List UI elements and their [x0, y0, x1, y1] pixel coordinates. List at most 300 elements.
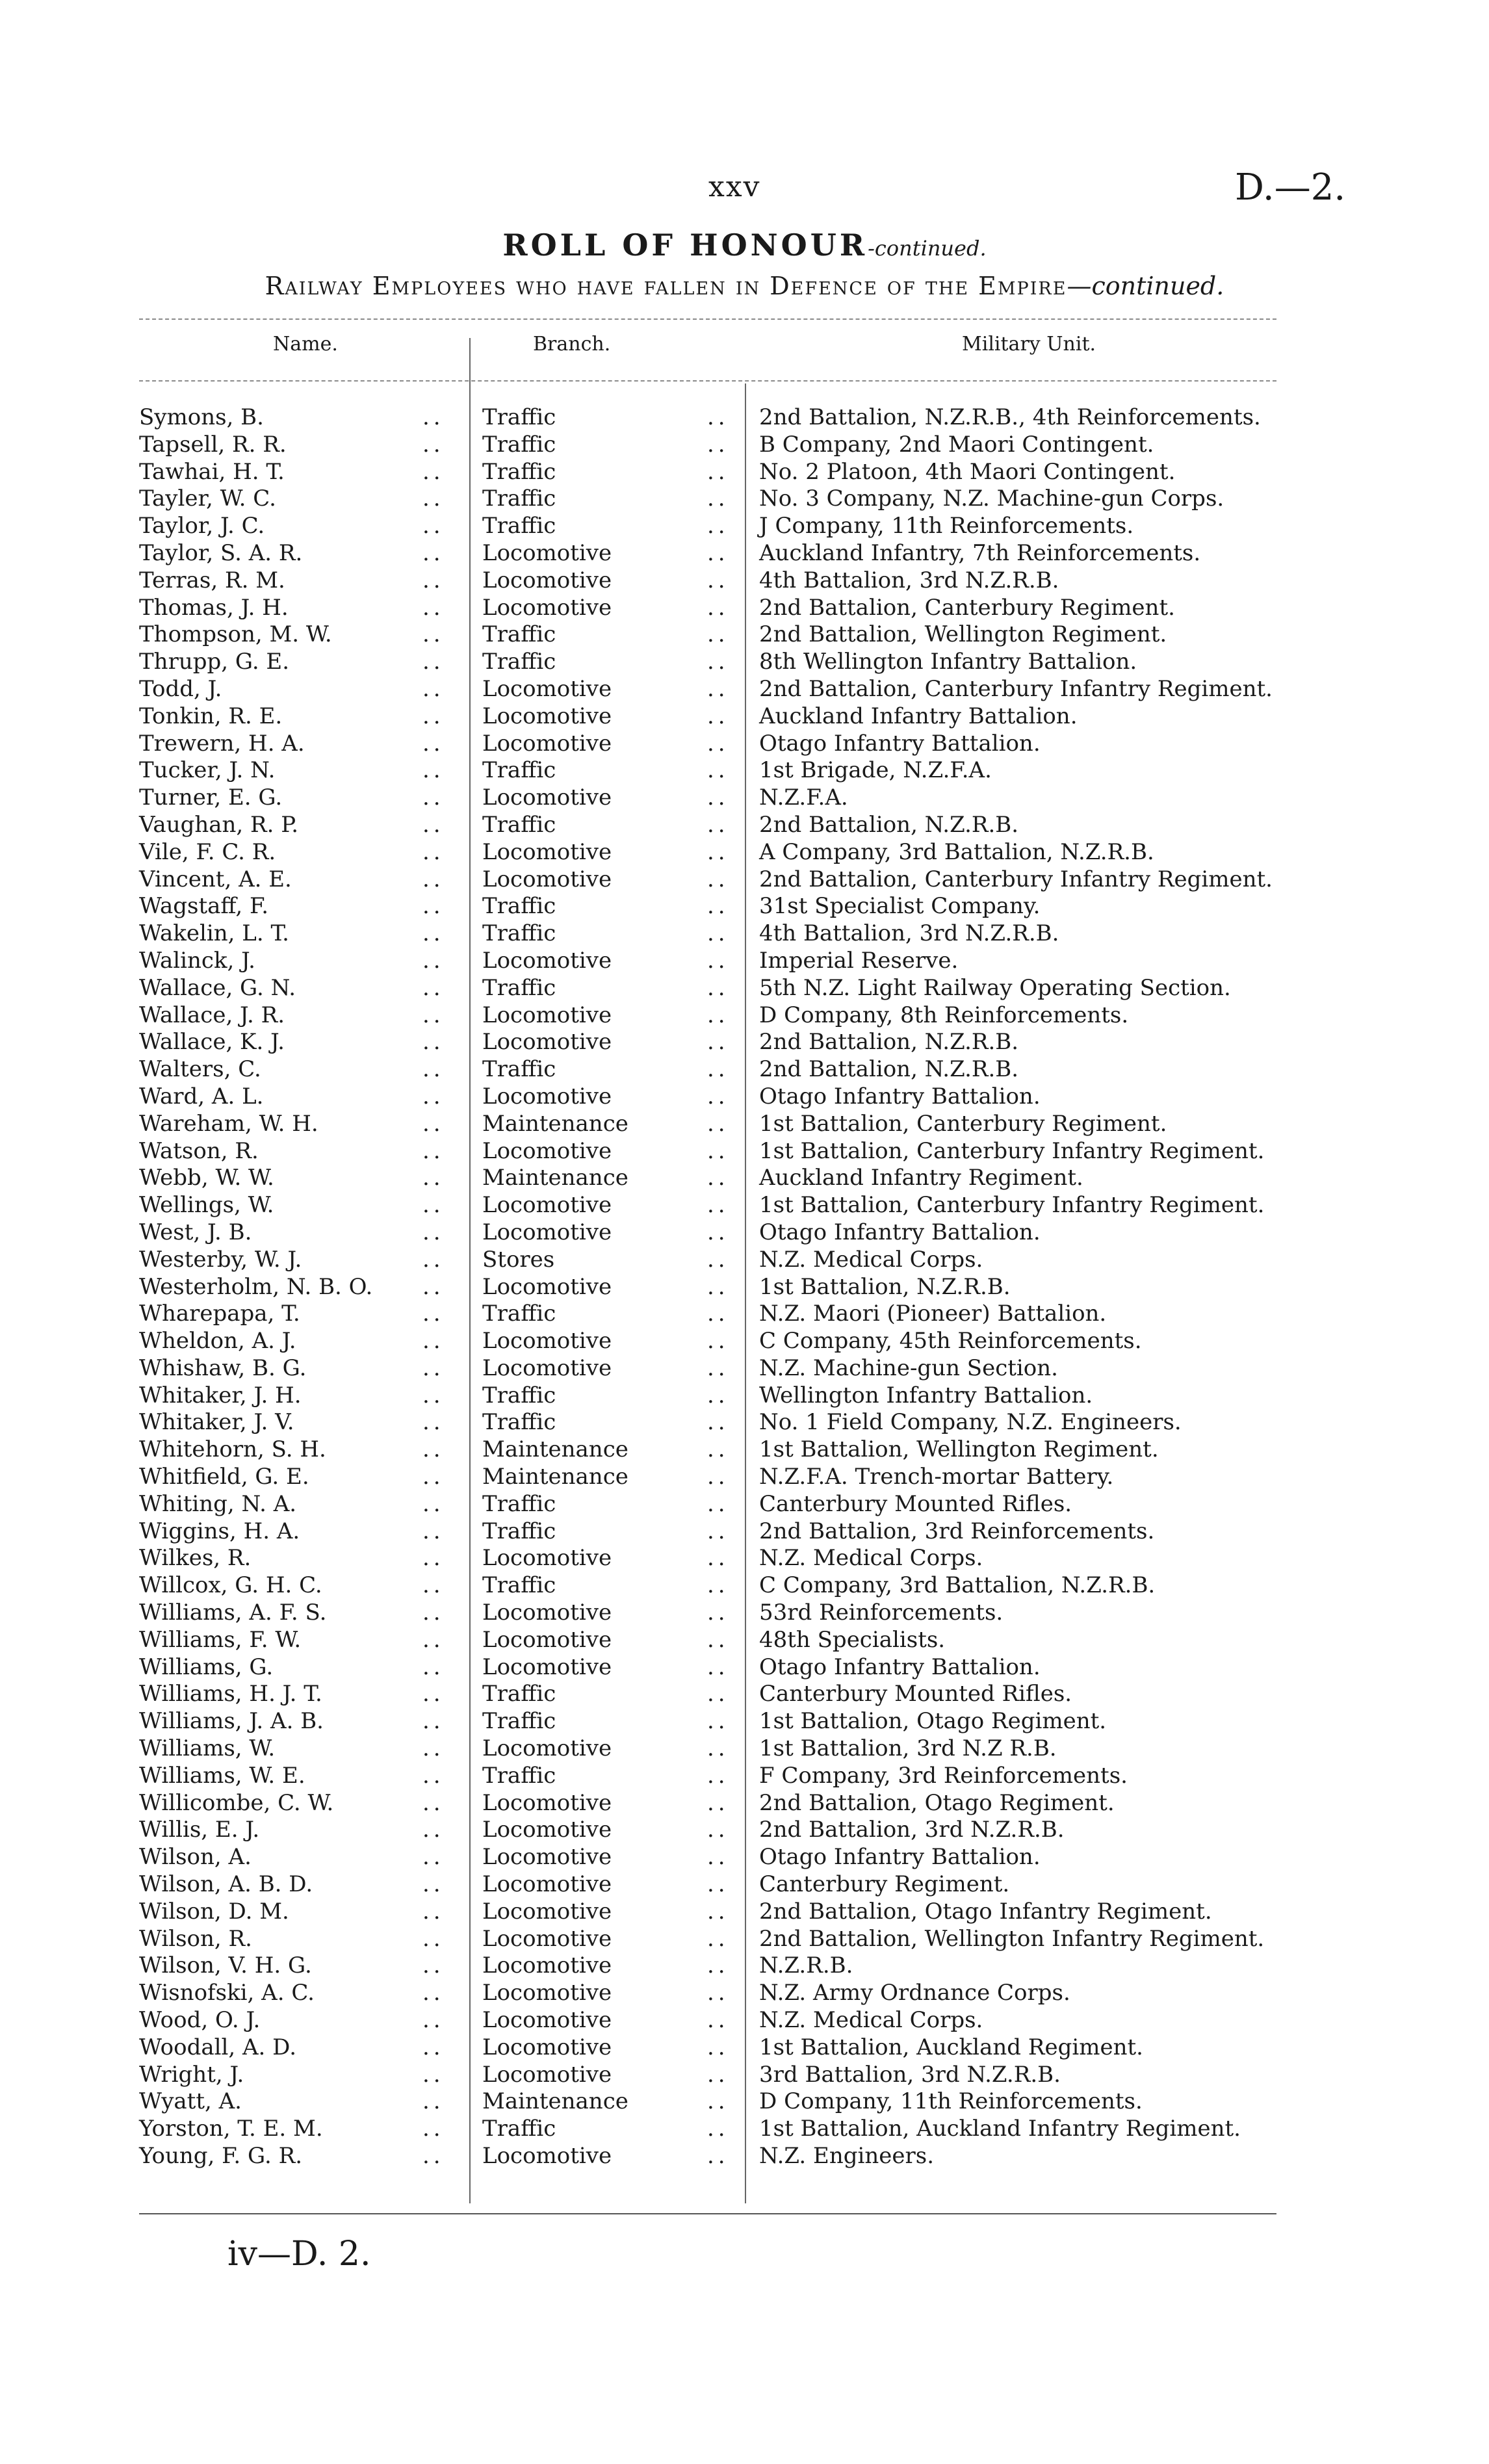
table-row — [0, 1627, 1489, 1654]
subtitle-suffix: —continued. — [1067, 272, 1224, 300]
name-leader-dots: .. — [422, 1029, 445, 1056]
row-name: Tonkin, R. E. — [139, 703, 283, 729]
branch-leader-dots: .. — [707, 1735, 729, 1762]
branch-leader-dots: .. — [707, 1762, 729, 1789]
row-branch: Traffic — [482, 1382, 556, 1408]
row-unit: 1st Battalion, Wellington Regiment. — [759, 1436, 1159, 1463]
branch-leader-dots: .. — [707, 1056, 729, 1083]
table-row — [0, 1192, 1489, 1219]
row-branch: Traffic — [482, 811, 556, 838]
row-branch: Locomotive — [482, 1817, 612, 1843]
row-name: Turner, E. G. — [139, 785, 283, 811]
table-row — [0, 595, 1489, 622]
table-row — [0, 1817, 1489, 1844]
row-branch: Traffic — [482, 1301, 556, 1327]
table-row — [0, 1219, 1489, 1247]
row-name: Woodall, A. D. — [139, 2034, 297, 2060]
row-branch: Traffic — [482, 458, 556, 485]
name-leader-dots: .. — [422, 893, 445, 920]
row-unit: Canterbury Regiment. — [759, 1871, 1010, 1898]
row-name: Wallace, G. N. — [139, 974, 296, 1001]
row-unit: N.Z. Medical Corps. — [759, 1246, 983, 1273]
row-name: Thrupp, G. E. — [139, 649, 290, 675]
branch-leader-dots: .. — [707, 539, 729, 566]
row-unit: 1st Battalion, Canterbury Infantry Regiment. — [759, 1137, 1265, 1164]
row-name: Wheldon, A. J. — [139, 1328, 296, 1355]
name-leader-dots: .. — [422, 675, 445, 702]
branch-leader-dots: .. — [707, 1219, 729, 1245]
row-branch: Traffic — [482, 1572, 556, 1599]
name-leader-dots: .. — [422, 1436, 445, 1463]
row-branch: Locomotive — [482, 675, 612, 702]
header-top-rule — [139, 318, 1276, 320]
row-branch: Locomotive — [482, 785, 612, 811]
branch-leader-dots: .. — [707, 1844, 729, 1871]
branch-leader-dots: .. — [707, 1980, 729, 2006]
branch-leader-dots: .. — [707, 1409, 729, 1436]
name-leader-dots: .. — [422, 594, 445, 621]
table-row — [0, 649, 1489, 676]
row-branch: Traffic — [482, 621, 556, 648]
name-leader-dots: .. — [422, 431, 445, 458]
row-unit: Otago Infantry Battalion. — [759, 1083, 1041, 1109]
table-row — [0, 1600, 1489, 1627]
page-number: xxv — [708, 170, 761, 203]
row-unit: 1st Battalion, Otago Regiment. — [759, 1708, 1107, 1735]
table-row — [0, 920, 1489, 948]
name-leader-dots: .. — [422, 1409, 445, 1436]
branch-leader-dots: .. — [707, 1328, 729, 1355]
row-unit: 1st Brigade, N.Z.F.A. — [759, 757, 992, 784]
branch-leader-dots: .. — [707, 1572, 729, 1599]
table-row — [0, 1844, 1489, 1871]
column-header-unit: Military Unit. — [962, 333, 1096, 356]
row-unit: Imperial Reserve. — [759, 947, 959, 974]
row-branch: Traffic — [482, 757, 556, 784]
row-name: Williams, H. J. T. — [139, 1681, 322, 1707]
row-name: Willis, E. J. — [139, 1817, 260, 1843]
row-unit: Otago Infantry Battalion. — [759, 730, 1041, 757]
row-unit: B Company, 2nd Maori Contingent. — [759, 431, 1154, 458]
name-leader-dots: .. — [422, 2116, 445, 2142]
row-name: Wilson, V. H. G. — [139, 1952, 312, 1979]
table-row — [0, 432, 1489, 459]
name-leader-dots: .. — [422, 567, 445, 593]
name-leader-dots: .. — [422, 1056, 445, 1083]
row-name: Williams, W. — [139, 1735, 276, 1762]
name-leader-dots: .. — [422, 1600, 445, 1626]
branch-leader-dots: .. — [707, 649, 729, 675]
row-unit: 2nd Battalion, Canterbury Infantry Regiment. — [759, 675, 1273, 702]
name-leader-dots: .. — [422, 1002, 445, 1028]
row-branch: Locomotive — [482, 1952, 612, 1979]
row-unit: Wellington Infantry Battalion. — [759, 1382, 1093, 1408]
branch-leader-dots: .. — [707, 458, 729, 485]
name-leader-dots: .. — [422, 1572, 445, 1599]
table-row — [0, 1871, 1489, 1899]
row-unit: Otago Infantry Battalion. — [759, 1219, 1041, 1245]
name-leader-dots: .. — [422, 1653, 445, 1680]
table-row — [0, 975, 1489, 1002]
row-branch: Traffic — [482, 2116, 556, 2142]
branch-leader-dots: .. — [707, 404, 729, 430]
row-branch: Locomotive — [482, 1653, 612, 1680]
row-unit: No. 2 Platoon, 4th Maori Contingent. — [759, 458, 1176, 485]
branch-leader-dots: .. — [707, 974, 729, 1001]
table-row — [0, 1002, 1489, 1030]
name-leader-dots: .. — [422, 1301, 445, 1327]
name-leader-dots: .. — [422, 866, 445, 892]
row-name: Westerby, W. J. — [139, 1246, 302, 1273]
row-unit: 1st Battalion, Auckland Regiment. — [759, 2034, 1143, 2060]
table-row — [0, 812, 1489, 839]
table-row — [0, 1980, 1489, 2007]
branch-leader-dots: .. — [707, 1789, 729, 1816]
row-unit: 2nd Battalion, N.Z.R.B., 4th Reinforcements. — [759, 404, 1261, 430]
row-branch: Locomotive — [482, 1029, 612, 1056]
branch-leader-dots: .. — [707, 1490, 729, 1517]
row-name: Whitaker, J. V. — [139, 1409, 294, 1436]
name-leader-dots: .. — [422, 785, 445, 811]
branch-leader-dots: .. — [707, 2007, 729, 2034]
row-branch: Locomotive — [482, 1925, 612, 1952]
row-branch: Locomotive — [482, 1844, 612, 1871]
row-branch: Maintenance — [482, 2088, 628, 2115]
branch-leader-dots: .. — [707, 1681, 729, 1707]
name-leader-dots: .. — [422, 1817, 445, 1843]
table-row — [0, 1708, 1489, 1735]
row-unit: Otago Infantry Battalion. — [759, 1844, 1041, 1871]
table-row — [0, 839, 1489, 866]
row-unit: N.Z. Engineers. — [759, 2143, 935, 2169]
name-leader-dots: .. — [422, 1464, 445, 1490]
row-name: Tucker, J. N. — [139, 757, 276, 784]
row-name: Whiting, N. A. — [139, 1490, 297, 1517]
name-leader-dots: .. — [422, 1328, 445, 1355]
row-name: Tapsell, R. R. — [139, 431, 287, 458]
branch-leader-dots: .. — [707, 1137, 729, 1164]
branch-leader-dots: .. — [707, 513, 729, 539]
branch-leader-dots: .. — [707, 675, 729, 702]
row-name: Whitaker, J. H. — [139, 1382, 302, 1408]
table-row — [0, 1518, 1489, 1546]
branch-leader-dots: .. — [707, 1871, 729, 1898]
row-unit: Canterbury Mounted Rifles. — [759, 1490, 1072, 1517]
table-row — [0, 621, 1489, 649]
row-unit: 4th Battalion, 3rd N.Z.R.B. — [759, 920, 1059, 947]
row-branch: Locomotive — [482, 1980, 612, 2006]
row-unit: 5th N.Z. Light Railway Operating Section. — [759, 974, 1231, 1001]
row-unit: N.Z. Medical Corps. — [759, 1545, 983, 1572]
name-leader-dots: .. — [422, 2061, 445, 2088]
row-name: Williams, W. E. — [139, 1762, 305, 1789]
table-row — [0, 1952, 1489, 1980]
row-unit: 8th Wellington Infantry Battalion. — [759, 649, 1137, 675]
row-unit: F Company, 3rd Reinforcements. — [759, 1762, 1128, 1789]
row-unit: 2nd Battalion, Canterbury Regiment. — [759, 594, 1175, 621]
branch-leader-dots: .. — [707, 920, 729, 947]
row-branch: Traffic — [482, 404, 556, 430]
row-name: Wagstaff, F. — [139, 893, 269, 920]
row-branch: Locomotive — [482, 1789, 612, 1816]
name-leader-dots: .. — [422, 1898, 445, 1925]
row-unit: C Company, 3rd Battalion, N.Z.R.B. — [759, 1572, 1156, 1599]
name-leader-dots: .. — [422, 730, 445, 757]
name-leader-dots: .. — [422, 1925, 445, 1952]
table-row — [0, 1165, 1489, 1192]
row-unit: 2nd Battalion, Otago Regiment. — [759, 1789, 1115, 1816]
table-row — [0, 1138, 1489, 1165]
row-branch: Traffic — [482, 974, 556, 1001]
table-row — [0, 1355, 1489, 1382]
row-unit: No. 1 Field Company, N.Z. Engineers. — [759, 1409, 1182, 1436]
row-unit: N.Z. Army Ordnance Corps. — [759, 1980, 1070, 2006]
row-branch: Locomotive — [482, 567, 612, 593]
name-leader-dots: .. — [422, 1192, 445, 1219]
name-leader-dots: .. — [422, 2088, 445, 2115]
row-unit: 1st Battalion, 3rd N.Z R.B. — [759, 1735, 1057, 1762]
row-unit: 2nd Battalion, N.Z.R.B. — [759, 1029, 1019, 1056]
branch-leader-dots: .. — [707, 1355, 729, 1381]
branch-leader-dots: .. — [707, 893, 729, 920]
row-branch: Traffic — [482, 1708, 556, 1735]
row-branch: Locomotive — [482, 1871, 612, 1898]
name-leader-dots: .. — [422, 1545, 445, 1572]
name-leader-dots: .. — [422, 1980, 445, 2006]
row-branch: Maintenance — [482, 1464, 628, 1490]
row-name: Todd, J. — [139, 675, 222, 702]
row-name: Thomas, J. H. — [139, 594, 289, 621]
row-branch: Locomotive — [482, 1219, 612, 1245]
row-name: Walinck, J. — [139, 947, 255, 974]
row-name: Wharepapa, T. — [139, 1301, 300, 1327]
title-text: ROLL OF HONOUR — [502, 227, 868, 263]
branch-leader-dots: .. — [707, 838, 729, 865]
table-row — [0, 703, 1489, 731]
table-row — [0, 1681, 1489, 1708]
name-leader-dots: .. — [422, 1137, 445, 1164]
branch-leader-dots: .. — [707, 1952, 729, 1979]
name-leader-dots: .. — [422, 947, 445, 974]
row-unit: 48th Specialists. — [759, 1626, 946, 1653]
name-leader-dots: .. — [422, 1518, 445, 1544]
row-branch: Locomotive — [482, 1626, 612, 1653]
roll-table — [0, 404, 1489, 2170]
row-branch: Traffic — [482, 486, 556, 512]
branch-leader-dots: .. — [707, 1083, 729, 1109]
table-row — [0, 1056, 1489, 1083]
branch-leader-dots: .. — [707, 1653, 729, 1680]
table-row — [0, 2034, 1489, 2062]
name-leader-dots: .. — [422, 1681, 445, 1707]
branch-leader-dots: .. — [707, 947, 729, 974]
row-name: Wiggins, H. A. — [139, 1518, 300, 1544]
table-row — [0, 1926, 1489, 1953]
name-leader-dots: .. — [422, 1708, 445, 1735]
row-unit: 2nd Battalion, Wellington Regiment. — [759, 621, 1167, 648]
name-leader-dots: .. — [422, 404, 445, 430]
row-branch: Locomotive — [482, 2007, 612, 2034]
row-branch: Locomotive — [482, 703, 612, 729]
name-leader-dots: .. — [422, 1789, 445, 1816]
row-unit: 2nd Battalion, Wellington Infantry Regiment. — [759, 1925, 1265, 1952]
row-branch: Locomotive — [482, 1273, 612, 1300]
subtitle-text: Railway Employees who have fallen in Defence of the Empire — [265, 272, 1067, 300]
table-row — [0, 1899, 1489, 1926]
table-row — [0, 2143, 1489, 2170]
branch-leader-dots: .. — [707, 866, 729, 892]
row-branch: Locomotive — [482, 947, 612, 974]
name-leader-dots: .. — [422, 2034, 445, 2060]
row-unit: N.Z.F.A. — [759, 785, 848, 811]
row-branch: Locomotive — [482, 2034, 612, 2060]
row-unit: C Company, 45th Reinforcements. — [759, 1328, 1142, 1355]
row-branch: Locomotive — [482, 2143, 612, 2169]
row-name: Whitehorn, S. H. — [139, 1436, 326, 1463]
row-branch: Locomotive — [482, 2061, 612, 2088]
table-row — [0, 540, 1489, 567]
branch-leader-dots: .. — [707, 1464, 729, 1490]
row-unit: 1st Battalion, Canterbury Infantry Regiment. — [759, 1192, 1265, 1219]
branch-leader-dots: .. — [707, 594, 729, 621]
branch-leader-dots: .. — [707, 811, 729, 838]
footer-code: iv—D. 2. — [227, 2235, 371, 2274]
name-leader-dots: .. — [422, 1219, 445, 1245]
row-name: Williams, J. A. B. — [139, 1708, 324, 1735]
table-row — [0, 1790, 1489, 1817]
branch-leader-dots: .. — [707, 703, 729, 729]
name-leader-dots: .. — [422, 1626, 445, 1653]
name-leader-dots: .. — [422, 649, 445, 675]
table-row — [0, 1654, 1489, 1681]
table-row — [0, 486, 1489, 513]
table-row — [0, 1029, 1489, 1056]
branch-leader-dots: .. — [707, 1518, 729, 1544]
row-branch: Locomotive — [482, 1328, 612, 1355]
table-row — [0, 1763, 1489, 1790]
table-row — [0, 567, 1489, 595]
row-unit: N.Z. Medical Corps. — [759, 2007, 983, 2034]
name-leader-dots: .. — [422, 513, 445, 539]
branch-leader-dots: .. — [707, 2116, 729, 2142]
table-row — [0, 1111, 1489, 1138]
branch-leader-dots: .. — [707, 486, 729, 512]
row-name: Webb, W. W. — [139, 1165, 274, 1191]
name-leader-dots: .. — [422, 838, 445, 865]
table-row — [0, 1247, 1489, 1274]
row-branch: Locomotive — [482, 1545, 612, 1572]
row-name: Wisnofski, A. C. — [139, 1980, 315, 2006]
row-unit: Auckland Infantry Battalion. — [759, 703, 1078, 729]
branch-leader-dots: .. — [707, 2061, 729, 2088]
row-name: Symons, B. — [139, 404, 264, 430]
row-name: Williams, F. W. — [139, 1626, 302, 1653]
table-row — [0, 1083, 1489, 1111]
name-leader-dots: .. — [422, 458, 445, 485]
branch-leader-dots: .. — [707, 1925, 729, 1952]
branch-leader-dots: .. — [707, 1382, 729, 1408]
row-name: Wallace, J. R. — [139, 1002, 285, 1028]
row-name: Willicombe, C. W. — [139, 1789, 334, 1816]
branch-leader-dots: .. — [707, 1110, 729, 1137]
row-name: Ward, A. L. — [139, 1083, 264, 1109]
row-unit: A Company, 3rd Battalion, N.Z.R.B. — [759, 838, 1154, 865]
name-leader-dots: .. — [422, 1952, 445, 1979]
row-name: Tayler, W. C. — [139, 486, 276, 512]
name-leader-dots: .. — [422, 811, 445, 838]
row-name: Tawhai, H. T. — [139, 458, 285, 485]
row-unit: Auckland Infantry Regiment. — [759, 1165, 1083, 1191]
name-leader-dots: .. — [422, 539, 445, 566]
table-row — [0, 1301, 1489, 1328]
table-row — [0, 1735, 1489, 1763]
branch-leader-dots: .. — [707, 1545, 729, 1572]
table-row — [0, 948, 1489, 975]
row-branch: Traffic — [482, 1518, 556, 1544]
branch-leader-dots: .. — [707, 1626, 729, 1653]
row-unit: 31st Specialist Company. — [759, 893, 1041, 920]
name-leader-dots: .. — [422, 2143, 445, 2169]
table-row — [0, 513, 1489, 540]
row-branch: Locomotive — [482, 1192, 612, 1219]
row-unit: 2nd Battalion, N.Z.R.B. — [759, 811, 1019, 838]
table-row — [0, 459, 1489, 486]
table-row — [0, 1572, 1489, 1600]
branch-leader-dots: .. — [707, 1246, 729, 1273]
row-name: Whitfield, G. E. — [139, 1464, 309, 1490]
column-header-name: Name. — [273, 333, 338, 356]
row-name: Vincent, A. E. — [139, 866, 292, 892]
table-row — [0, 2007, 1489, 2034]
branch-leader-dots: .. — [707, 1600, 729, 1626]
row-unit: 2nd Battalion, 3rd N.Z.R.B. — [759, 1817, 1065, 1843]
row-unit: D Company, 8th Reinforcements. — [759, 1002, 1129, 1028]
table-row — [0, 2062, 1489, 2089]
row-name: Willcox, G. H. C. — [139, 1572, 322, 1599]
table-row — [0, 404, 1489, 432]
row-branch: Locomotive — [482, 1735, 612, 1762]
row-unit: 2nd Battalion, Otago Infantry Regiment. — [759, 1898, 1212, 1925]
table-row — [0, 757, 1489, 785]
row-name: Wilson, D. M. — [139, 1898, 289, 1925]
row-branch: Stores — [482, 1246, 555, 1273]
branch-leader-dots: .. — [707, 1898, 729, 1925]
row-name: Wyatt, A. — [139, 2088, 242, 2115]
row-name: Thompson, M. W. — [139, 621, 332, 648]
table-row — [0, 676, 1489, 703]
row-branch: Locomotive — [482, 1355, 612, 1381]
row-branch: Maintenance — [482, 1436, 628, 1463]
row-branch: Traffic — [482, 920, 556, 947]
row-unit: N.Z.R.B. — [759, 1952, 853, 1979]
row-name: West, J. B. — [139, 1219, 252, 1245]
row-name: Williams, A. F. S. — [139, 1600, 327, 1626]
row-name: Watson, R. — [139, 1137, 259, 1164]
row-branch: Traffic — [482, 893, 556, 920]
table-row — [0, 1545, 1489, 1572]
name-leader-dots: .. — [422, 1083, 445, 1109]
row-name: Wright, J. — [139, 2061, 244, 2088]
footer-rule — [139, 2213, 1276, 2214]
row-name: Terras, R. M. — [139, 567, 285, 593]
name-leader-dots: .. — [422, 1355, 445, 1381]
branch-leader-dots: .. — [707, 1192, 729, 1219]
branch-leader-dots: .. — [707, 2088, 729, 2115]
row-branch: Traffic — [482, 1056, 556, 1083]
row-unit: 2nd Battalion, N.Z.R.B. — [759, 1056, 1019, 1083]
row-unit: 53rd Reinforcements. — [759, 1600, 1003, 1626]
name-leader-dots: .. — [422, 920, 445, 947]
